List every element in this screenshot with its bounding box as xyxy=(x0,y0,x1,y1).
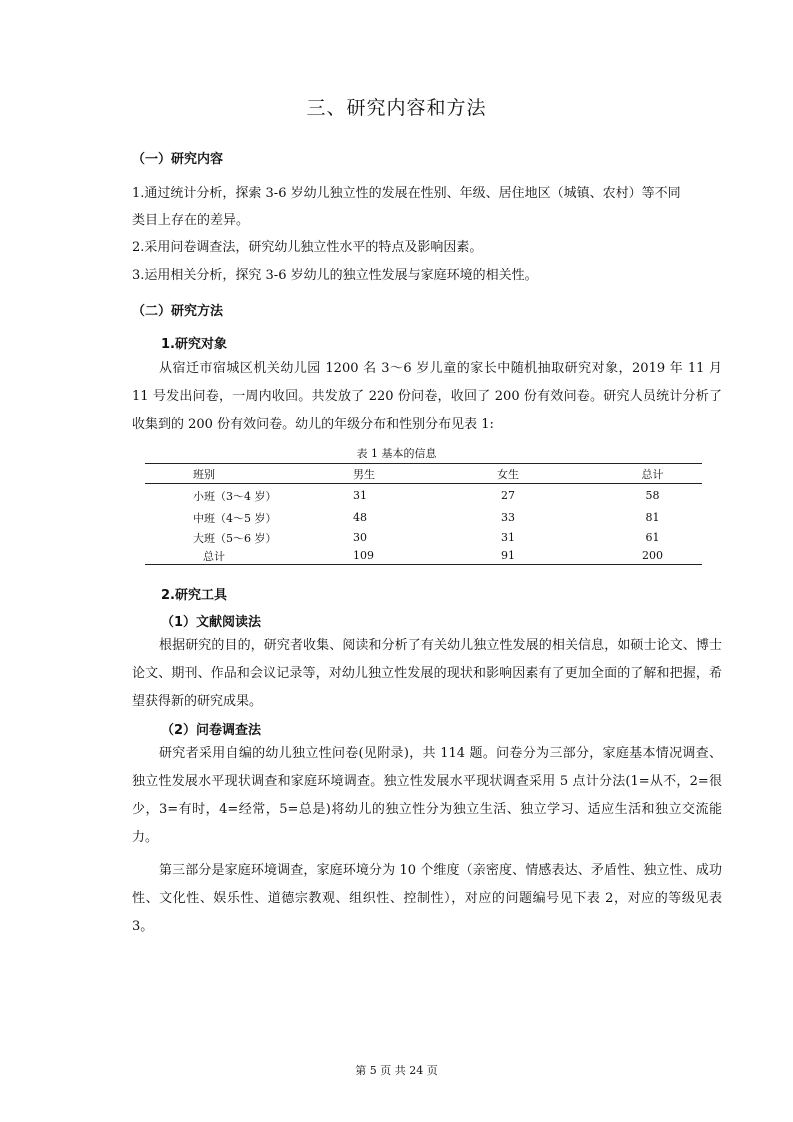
table-cell: 31 xyxy=(501,531,515,544)
subsection-heading-subjects: 1.研究对象 xyxy=(161,337,227,352)
table-header-cell: 班别 xyxy=(193,467,215,481)
table-cell: 91 xyxy=(501,549,515,562)
table-cell: 61 xyxy=(645,531,660,544)
tool-heading-literature: （1）文献阅读法 xyxy=(161,615,262,630)
subjects-paragraph: 从宿迁市宿城区机关幼儿园 1200 名 3～6 岁儿童的家长中随机抽取研究对象，2019 年 11 月 11 号发出问卷，一周内收回。共发放了 220 份问卷，收回了 200 份有效问卷。研究人员统计分析了收集到的 200 份有效问卷。幼儿的年级分布和性别分布见表 1: xyxy=(132,361,722,432)
page-footer: 第 5 页 共 24 页 xyxy=(355,1064,438,1077)
section-heading-content: （一）研究内容 xyxy=(132,152,224,167)
content-item-1-line-2: 类目上存在的差异。 xyxy=(132,213,250,228)
table-cell: 33 xyxy=(501,511,515,524)
table-cell: 中班（4～5 岁） xyxy=(193,511,277,525)
questionnaire-paragraph-1: 研究者采用自编的幼儿独立性问卷(见附录)，共 114 题。问卷分为三部分，家庭基本情况调查、独立性发展水平现状调查和家庭环境调查。独立性发展水平现状调查采用 5 点计分法(1=从不，2=很少，3=有时，4=经常，5=总是)将幼儿的独立性分为独立生活、独立学习、适应生活和独立交流能力。 xyxy=(132,746,722,845)
table-total-row xyxy=(145,548,702,565)
literature-paragraph: 根据研究的目的，研究者收集、阅读和分析了有关幼儿独立性发展的相关信息，如硕士论文、博士论文、期刊、作品和会议记录等，对幼儿独立性发展的现状和影响因素有了更加全面的了解和把握，希望获得新的研究成果。 xyxy=(132,638,722,709)
subsection-heading-tools: 2.研究工具 xyxy=(161,588,227,603)
table-row xyxy=(145,508,702,528)
table-cell: 58 xyxy=(645,489,660,503)
section-heading-method: （二）研究方法 xyxy=(132,304,224,319)
table-header-cell: 男生 xyxy=(353,467,375,481)
table-header-cell: 女生 xyxy=(497,467,519,481)
table-cell: 48 xyxy=(353,511,367,524)
table-cell: 109 xyxy=(353,549,374,562)
table-cell: 31 xyxy=(353,489,367,503)
table-row xyxy=(145,484,702,508)
table-row xyxy=(145,528,702,548)
table-header-cell: 总计 xyxy=(641,467,664,481)
table-cell: 27 xyxy=(501,489,515,503)
table-caption: 表 1 基本的信息 xyxy=(356,447,437,460)
content-item-1-line-1: 1.通过统计分析，探索 3-6 岁幼儿独立性的发展在性别、年级、居住地区（城镇、农村）等不同 xyxy=(132,186,681,201)
content-item-3: 3.运用相关分析，探究 3-6 岁幼儿的独立性发展与家庭环境的相关性。 xyxy=(132,268,538,283)
content-item-2: 2.采用问卷调查法，研究幼儿独立性水平的特点及影响因素。 xyxy=(132,240,483,255)
table-cell: 小班（3～4 岁） xyxy=(193,489,277,503)
table-header-row xyxy=(145,464,702,484)
table-cell: 81 xyxy=(645,511,660,524)
page-title: 三、研究内容和方法 xyxy=(306,97,487,119)
tool-heading-questionnaire: （2）问卷调查法 xyxy=(161,723,262,738)
table-cell: 200 xyxy=(642,549,663,562)
table-cell: 总计 xyxy=(203,549,225,563)
table-cell: 30 xyxy=(353,531,367,544)
basic-info-table xyxy=(145,463,702,565)
questionnaire-paragraph-2: 第三部分是家庭环境调查，家庭环境分为 10 个维度（亲密度、情感表达、矛盾性、独立性、成功性、文化性、娱乐性、道德宗教观、组织性、控制性），对应的问题编号见下表 2，对应的等级见表 3。 xyxy=(132,863,722,934)
table-cell: 大班（5～6 岁） xyxy=(193,531,277,545)
